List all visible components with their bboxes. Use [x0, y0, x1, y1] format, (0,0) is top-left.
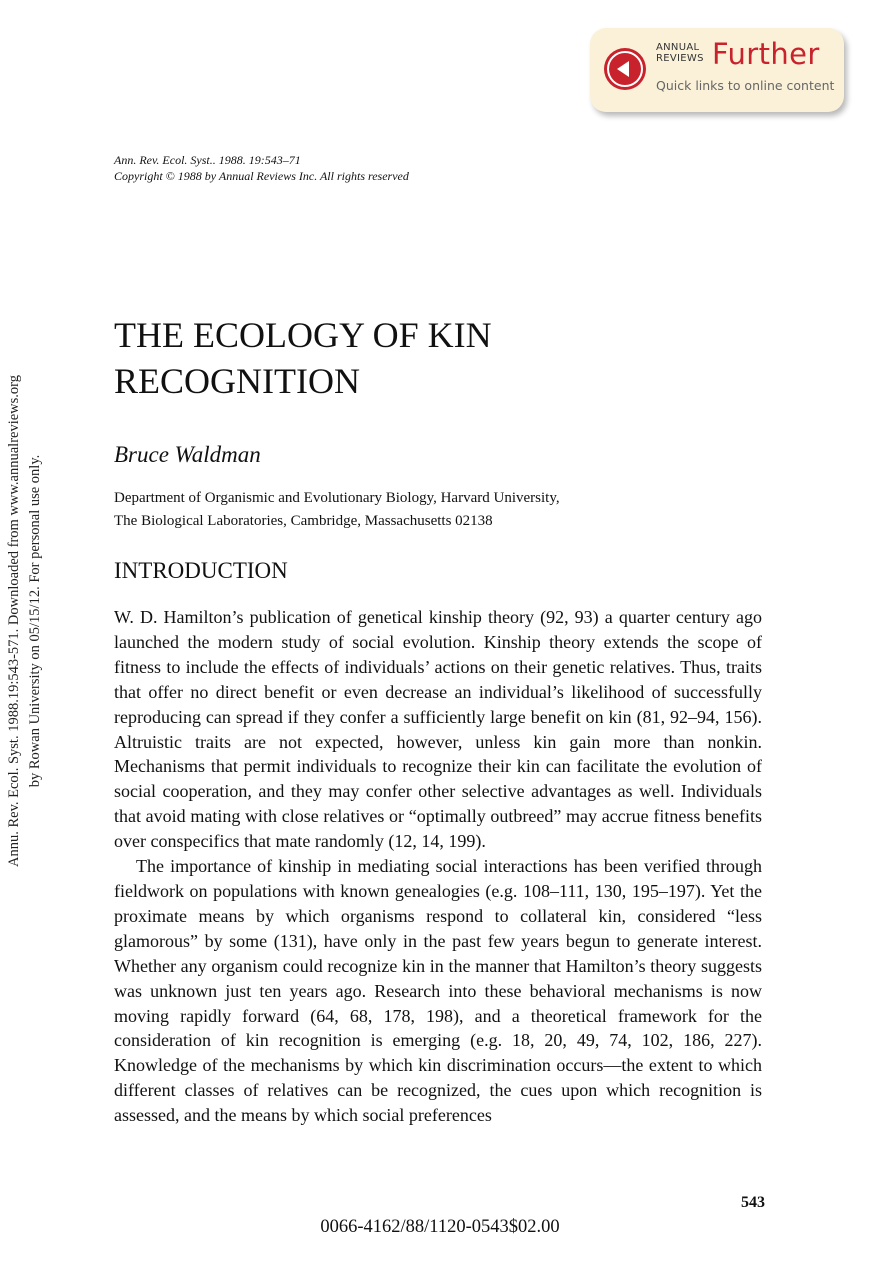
download-note-line2: by Rowan University on 05/15/12. For personal use only. — [27, 454, 43, 788]
download-note — [4, 321, 48, 921]
further-badge[interactable] — [590, 28, 844, 112]
article-code: 0066-4162/88/1120-0543$02.00 — [320, 1217, 560, 1237]
back-arrow-icon[interactable] — [604, 48, 646, 90]
badge-reviews-label: REVIEWS — [656, 53, 704, 64]
journal-citation — [114, 152, 409, 184]
paragraph-1: W. D. Hamilton’s publication of genetical kinship theory (92, 93) a quarter century ago launched the modern study of social evolution. Kinship theory extends the scope of fitness to include the effects of individuals’ actions on their genetic relatives. Thus, traits that offer no direct benefit or even decrease an individual’s likelihood of successfully reproducing can spread if they confer a sufficiently large benefit on kin (81, 92–94, 156). Altruistic traits are not expected, however, unless kin gain more than nonkin. Mechanisms that permit individuals to recognize their kin can facilitate the evolution of social cooperation, and they may confer other selective advantages as well. Individuals that avoid mating with close relatives or “optimally outbreed” may accrue fitness benefits over conspecifics that mate randomly (12, 14, 199). — [114, 607, 762, 852]
affiliation-line2: The Biological Laboratories, Cambridge, Massachusetts 02138 — [114, 513, 493, 529]
badge-subtitle[interactable]: Quick links to online content — [656, 78, 835, 93]
copyright-line: Copyright © 1988 by Annual Reviews Inc. All rights reserved — [114, 169, 409, 183]
badge-further-label[interactable]: Further — [712, 37, 820, 71]
affiliation-line1: Department of Organismic and Evolutionary Biology, Harvard University, — [114, 490, 560, 506]
citation-line1: Ann. Rev. Ecol. Syst.. 1988. 19:543–71 — [114, 153, 301, 167]
section-heading: INTRODUCTION — [114, 558, 288, 583]
article-title — [114, 312, 634, 404]
page-number: 543 — [741, 1194, 765, 1211]
paragraph-2: The importance of kinship in mediating social interactions has been verified through fieldwork on populations with known genealogies (e.g. 108–111, 130, 195–197). Yet the proximate means by which organisms respond to collateral kin, considered “less glamorous” by some (131), have only in the past few years begun to generate interest. Whether any organism could recognize kin in the manner that Hamilton’s theory suggests was unknown just ten years ago. Research into these behavioral mechanisms is now moving rapidly forward (64, 68, 178, 198), and a theoretical framework for the consideration of kin recognition is emerging (e.g. 18, 20, 49, 74, 102, 186, 227). Knowledge of the mechanisms by which kin discrimination occurs—the extent to which different classes of relatives can be recognized, the cues upon which recognition is assessed, and the means by which social preferences — [114, 856, 762, 1126]
title-line1: THE ECOLOGY OF KIN — [114, 315, 492, 355]
author-affiliation — [114, 487, 560, 533]
download-note-line1: Annu. Rev. Ecol. Syst. 1988.19:543-571. Downloaded from www.annualreviews.org — [6, 375, 22, 867]
section-body — [114, 605, 762, 1128]
badge-annual-label: ANNUAL — [656, 42, 700, 53]
author-name: Bruce Waldman — [114, 442, 261, 467]
badge-annual-reviews — [656, 42, 704, 64]
title-line2: RECOGNITION — [114, 361, 360, 401]
